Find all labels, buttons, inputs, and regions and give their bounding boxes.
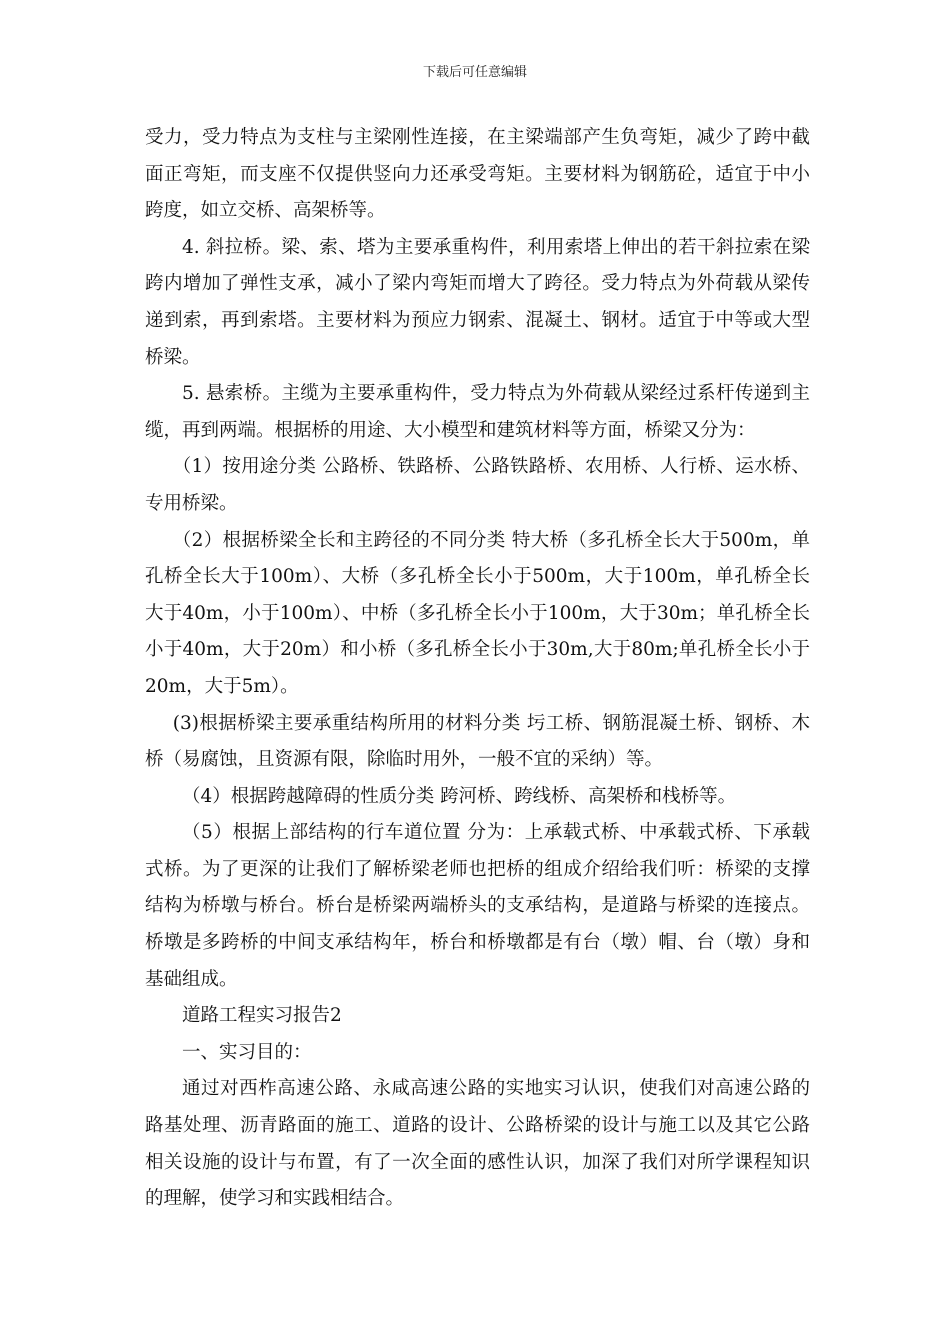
- document-body: [145, 120, 810, 1218]
- paragraph-internship-purpose: 通过对西柞高速公路、永咸高速公路的实地实习认识，使我们对高速公路的路基处理、沥青路面的施工、道路的设计、公路桥梁的设计与施工以及其它公路相关设施的设计与布置，有了一次全面的感性认识，加深了我们对所学课程知识的理解，使学习和实践相结合。: [145, 1078, 810, 1210]
- paragraph-classification-by-material: (3)根据桥梁主要承重结构所用的材料分类 圬工桥、钢筋混凝土桥、钢桥、木桥（易腐蚀，且资源有限，除临时用外，一般不宜的采纳）等。: [145, 712, 810, 771]
- section-title-report-2: 道路工程实习报告2: [182, 1005, 342, 1027]
- page-header: 下载后可任意编辑: [422, 65, 527, 80]
- paragraph-classification-by-obstacle: （4）根据跨越障碍的性质分类 跨河桥、跨线桥、高架桥和栈桥等。: [182, 785, 737, 807]
- paragraph-cable-stayed-bridge: 4. 斜拉桥。梁、索、塔为主要承重构件，利用索塔上伸出的若干斜拉索在梁跨内增加了弹性支承，减小了梁内弯矩而增大了跨径。受力特点为外荷载从梁传递到索，再到索塔。主要材料为预应力钢索、混凝土、钢材。适宜于中等或大型桥梁。: [145, 236, 810, 368]
- paragraph-rigid-frame-bridge: 受力，受力特点为支柱与主梁刚性连接，在主梁端部产生负弯矩，减少了跨中截面正弯矩，而支座不仅提供竖向力还承受弯矩。主要材料为钢筋砼，适宜于中小跨度，如立交桥、高架桥等。: [145, 127, 810, 222]
- paragraph-classification-by-length: （2）根据桥梁全长和主跨径的不同分类 特大桥（多孔桥全长大于500m，单孔桥全长大于100m）、大桥（多孔桥全长小于500m，大于100m，单孔桥全长大于40m，小于100m）、中桥（多孔桥全长小于100m，大于30m；单孔桥全长小于40m，大于20m）和小桥（多孔桥全长小于30m,大于80m;单孔桥全长小于20m，大于5m）。: [145, 529, 810, 697]
- section-heading-internship-purpose: 一、实习目的：: [182, 1041, 312, 1063]
- paragraph-classification-by-deck-position: （5）根据上部结构的行车道位置 分为：上承载式桥、中承载式桥、下承载式桥。为了更深的让我们了解桥梁老师也把桥的组成介绍给我们听：桥梁的支撑结构为桥墩与桥台。桥台是桥梁两端桥头的支承结构，是道路与桥梁的连接点。桥墩是多跨桥的中间支承结构年，桥台和桥墩都是有台（墩）帽、台（墩）身和基础组成。: [145, 822, 810, 990]
- paragraph-classification-by-use: （1）按用途分类 公路桥、铁路桥、公路铁路桥、农用桥、人行桥、运水桥、专用桥梁。: [145, 456, 810, 514]
- paragraph-suspension-bridge: 5. 悬索桥。主缆为主要承重构件，受力特点为外荷载从梁经过系杆传递到主缆，再到两端。根据桥的用途、大小模型和建筑材料等方面，桥梁又分为：: [145, 383, 810, 441]
